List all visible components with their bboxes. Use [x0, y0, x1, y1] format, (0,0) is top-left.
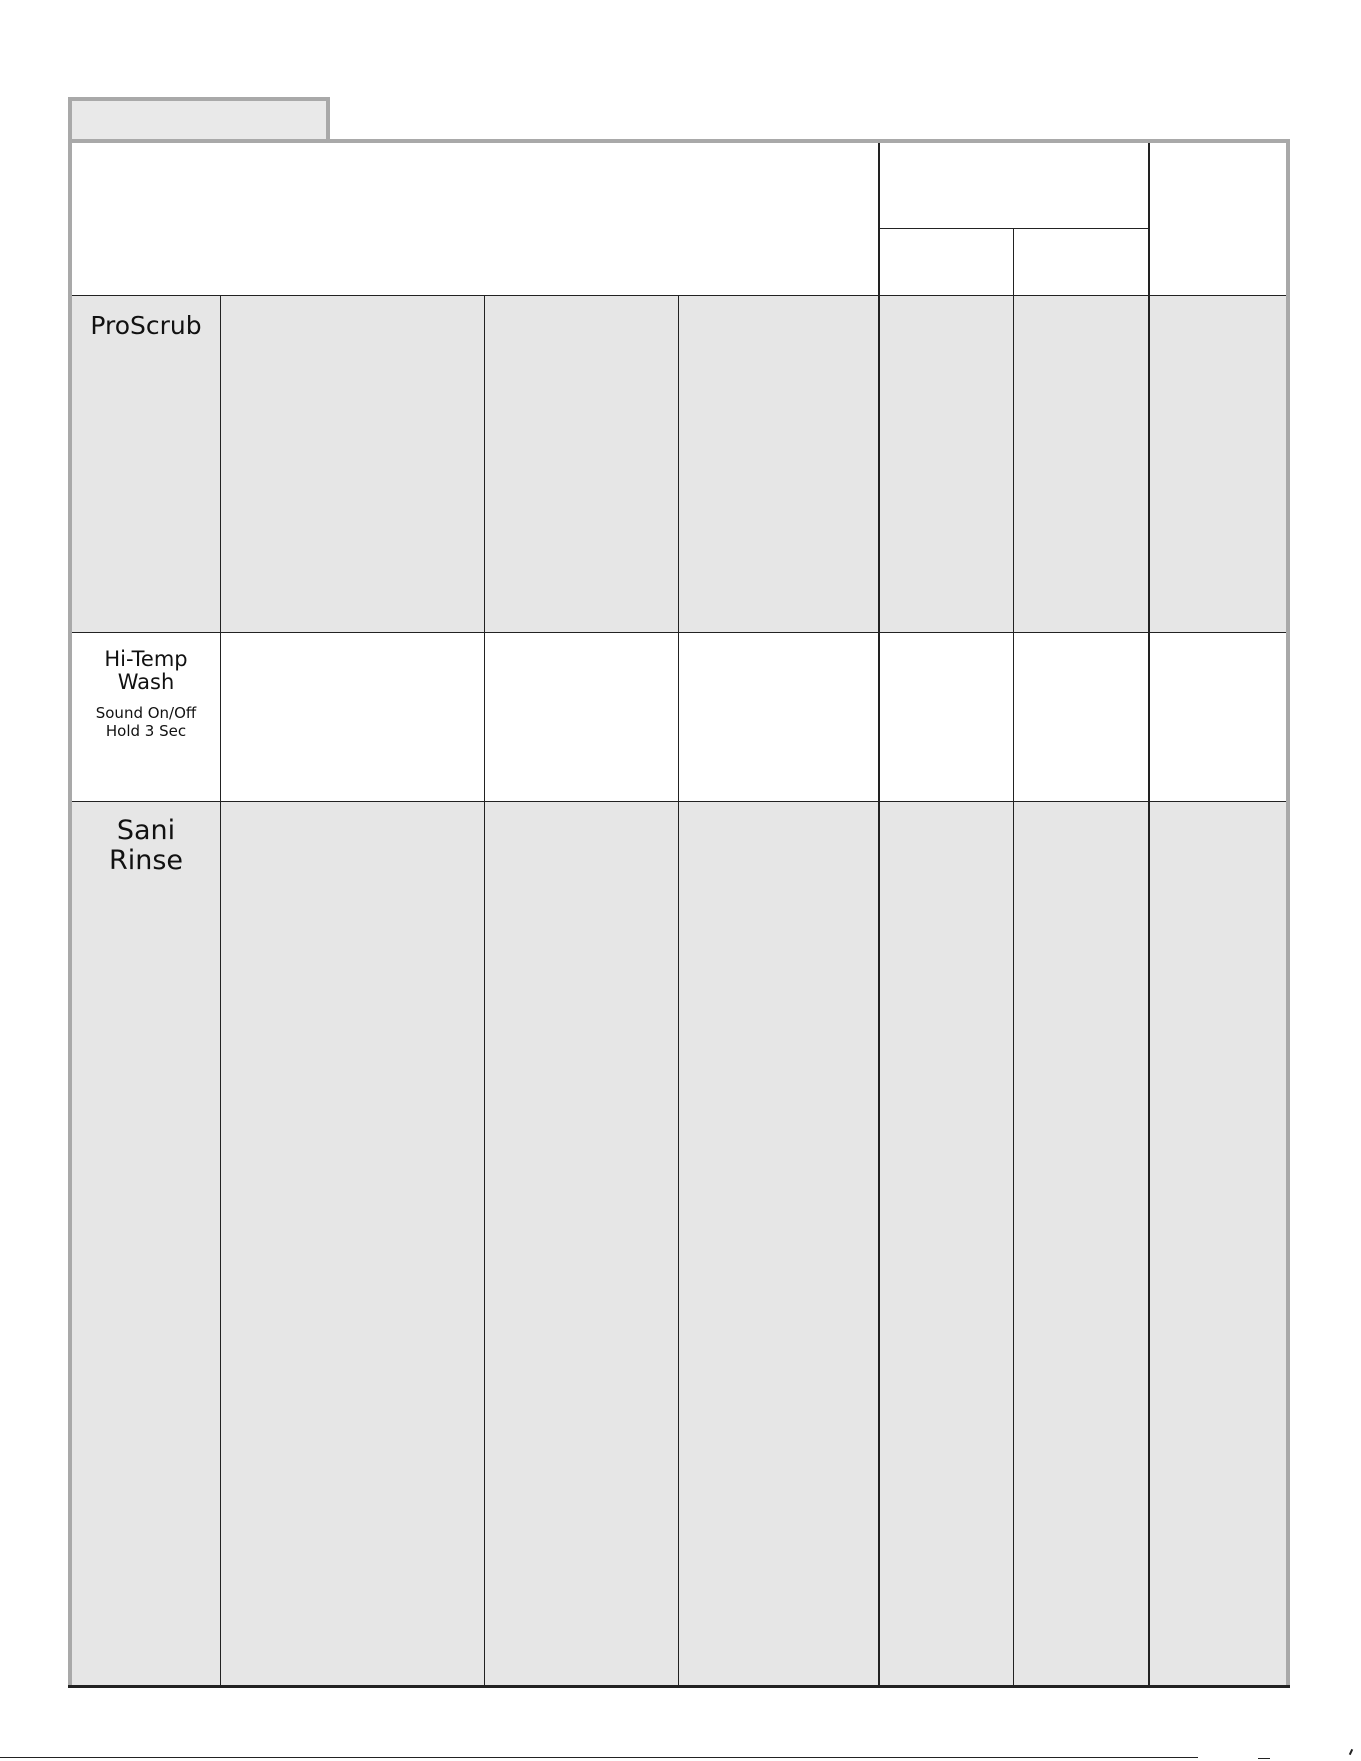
header-divider — [1148, 143, 1150, 295]
frame-top-border — [68, 139, 1290, 143]
page-corner-mark — [1258, 1758, 1270, 1759]
row-separator — [72, 801, 1286, 802]
column-divider — [678, 295, 679, 1685]
page-bottom-rule — [0, 1757, 1198, 1758]
cycle-name-line-1: Sani — [116, 815, 176, 846]
frame-left-border — [68, 139, 72, 1688]
page-corner-tick — [1349, 1749, 1353, 1755]
table-tab — [68, 97, 330, 141]
row-separator — [72, 632, 1286, 633]
cycle-name-line-2: Rinse — [108, 844, 184, 876]
header-subgroup-divider — [1013, 228, 1014, 295]
column-divider — [1013, 295, 1014, 1685]
column-divider — [484, 295, 485, 1685]
cycle-label-proscrub — [72, 312, 220, 340]
cycle-label-sani-rinse — [72, 816, 220, 875]
row-sani-rinse-bg — [72, 801, 1286, 1685]
column-divider — [1148, 295, 1150, 1685]
frame-bottom-border — [68, 1685, 1290, 1688]
cycle-label-hi-temp-wash — [72, 648, 220, 740]
header-divider — [878, 143, 880, 295]
column-divider — [878, 295, 880, 1685]
cycle-name-line-2: Wash — [117, 670, 175, 695]
column-divider — [220, 295, 221, 1685]
row-separator — [72, 295, 1286, 296]
frame-right-border — [1286, 139, 1290, 1688]
row-proscrub-bg — [72, 295, 1286, 632]
cycle-option-line-2: Hold 3 Sec — [105, 722, 187, 741]
cycle-option-line-1: Sound On/Off — [95, 704, 197, 723]
cycle-name-line-1: Hi-Temp — [104, 647, 188, 671]
cycle-name: ProScrub — [90, 311, 202, 340]
